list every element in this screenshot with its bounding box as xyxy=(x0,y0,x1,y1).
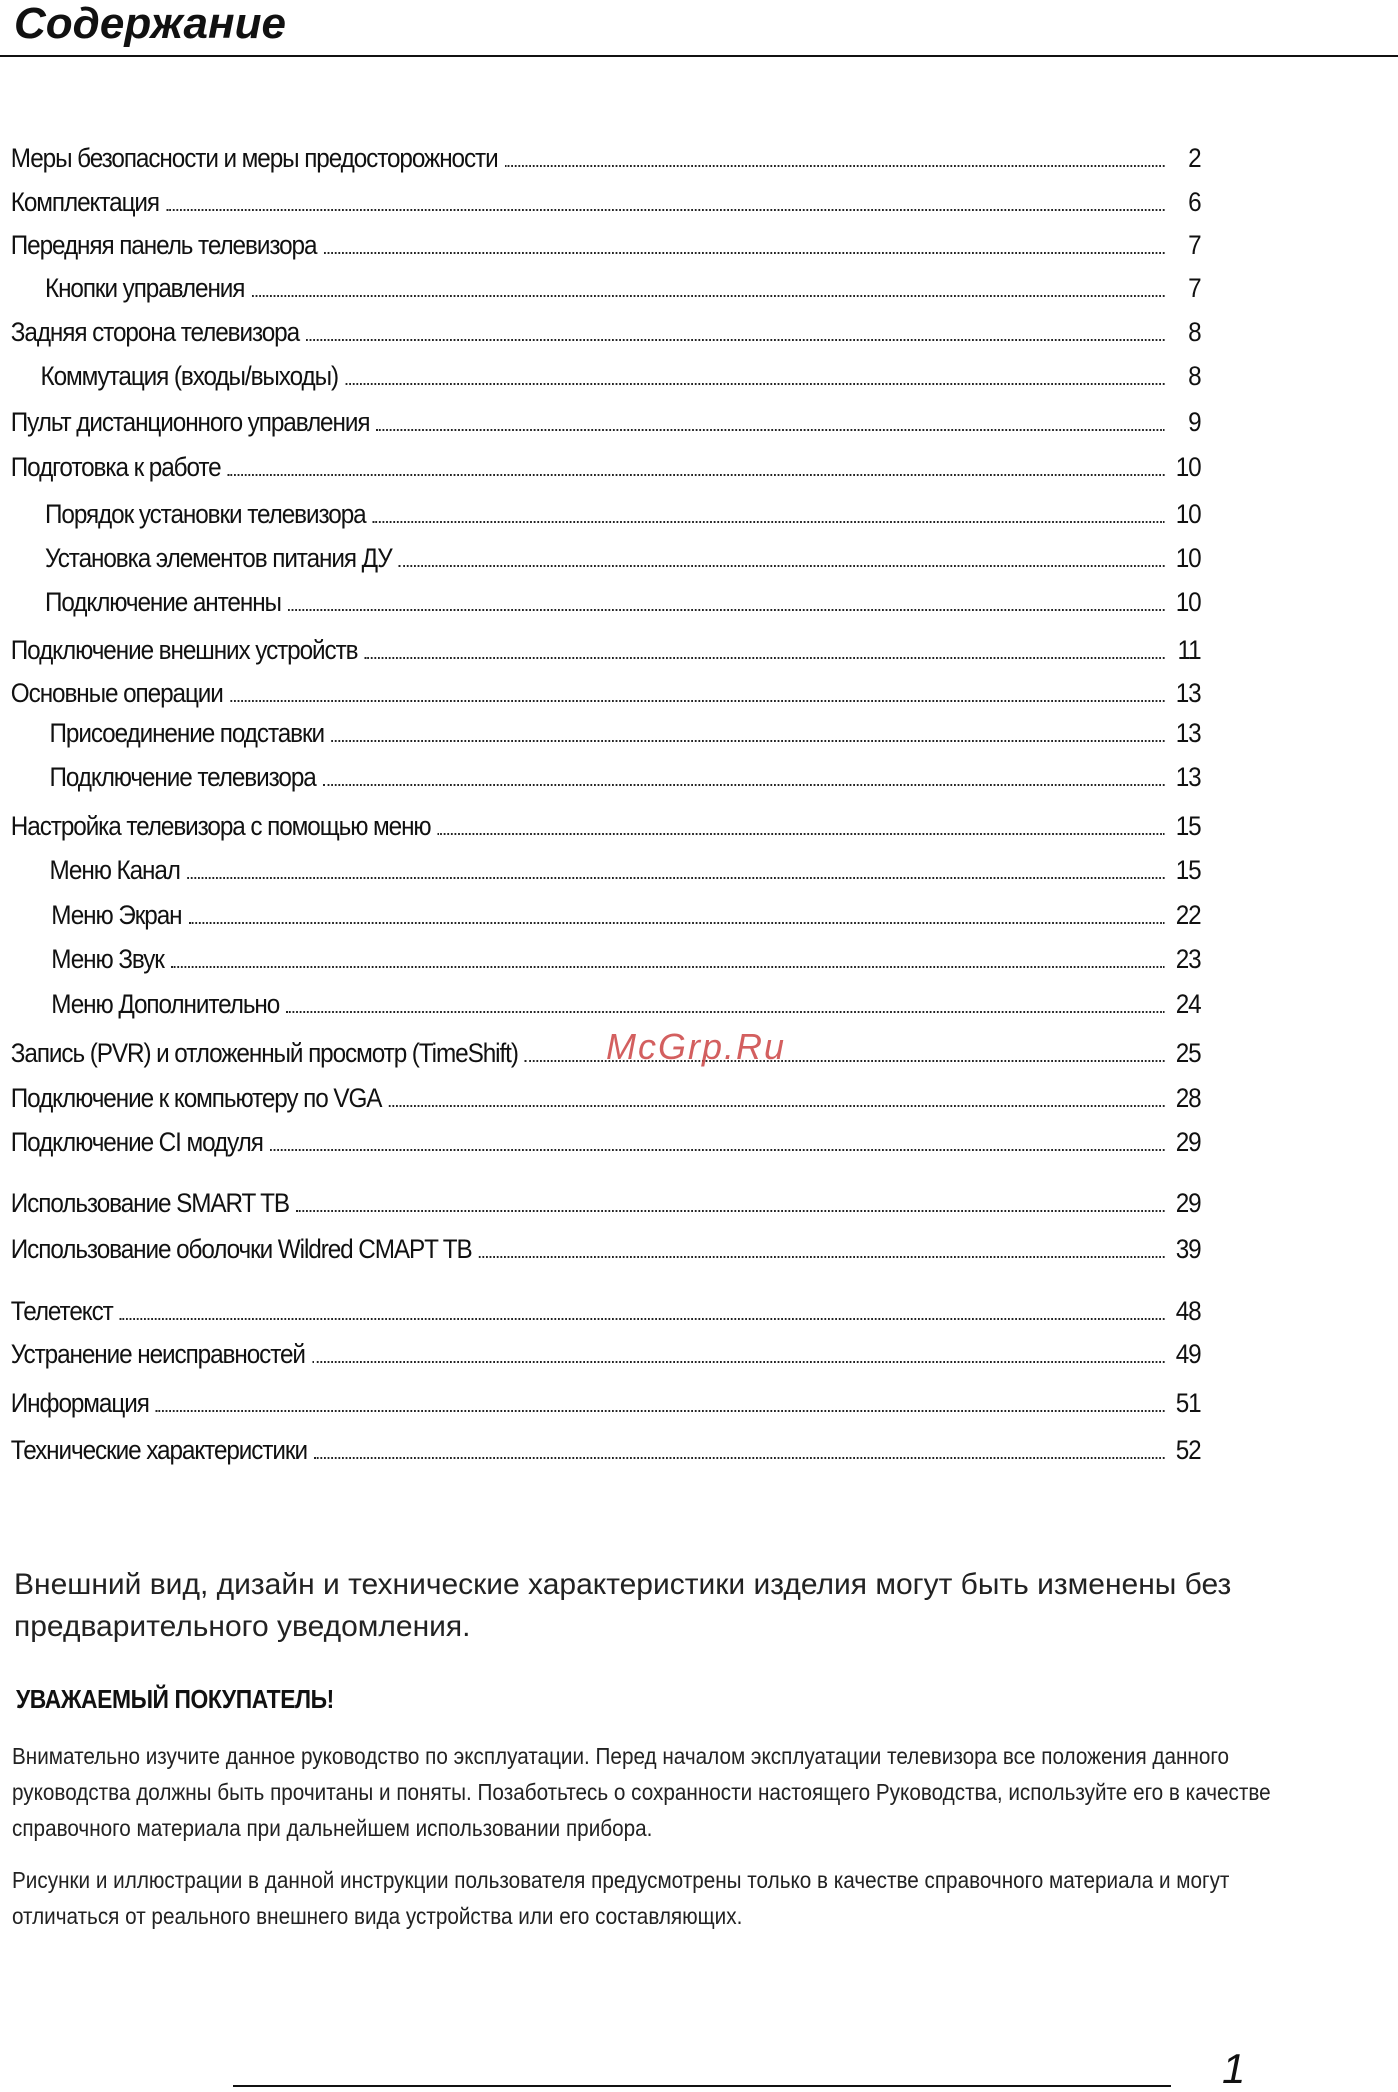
toc-leader-dots xyxy=(324,252,1165,254)
dear-customer-heading: УВАЖАЕМЫЙ ПОКУПАТЕЛЬ! xyxy=(16,1684,334,1714)
toc-entry-title: Основные операции xyxy=(10,678,223,708)
toc-entry-page: 52 xyxy=(1175,1435,1201,1465)
toc-leader-dots xyxy=(252,295,1165,297)
toc-entry[interactable] xyxy=(0,268,1201,304)
toc-entry[interactable] xyxy=(0,582,1201,618)
toc-leader-dots xyxy=(120,1318,1165,1320)
toc-entry-page: 13 xyxy=(1175,718,1201,748)
toc-leader-dots xyxy=(296,1210,1164,1212)
toc-entry-title: Технические характеристики xyxy=(10,1435,307,1465)
toc-entry-page: 13 xyxy=(1175,678,1201,708)
toc-entry[interactable] xyxy=(0,757,1201,793)
toc-leader-dots xyxy=(365,657,1165,659)
toc-entry-page: 51 xyxy=(1175,1388,1201,1418)
toc-entry-page: 39 xyxy=(1175,1234,1201,1264)
toc-entry[interactable] xyxy=(0,850,1201,886)
toc-leader-dots xyxy=(306,339,1164,341)
instructions-paragraph: Внимательно изучите данное руководство по эксплуатации. Перед началом эксплуатации телевизора все положения данного руководства должны быть прочитаны и поняты. Позаботьтесь о сохранности настоящего Руководства, используйте его в качестве справочного материала при дальнейшем использовании прибора. xyxy=(12,1743,1271,1841)
toc-leader-dots xyxy=(270,1149,1165,1151)
toc-entry-title: Меню Экран xyxy=(51,900,182,930)
toc-entry[interactable] xyxy=(0,806,1201,842)
toc-entry[interactable] xyxy=(0,1183,1201,1219)
toc-entry-title: Пульт дистанционного управления xyxy=(10,407,370,437)
toc-leader-dots xyxy=(228,474,1165,476)
toc-entry-page: 49 xyxy=(1175,1339,1201,1369)
toc-entry[interactable] xyxy=(0,1291,1201,1327)
toc-entry[interactable] xyxy=(0,494,1201,530)
toc-entry[interactable] xyxy=(0,138,1201,174)
footer-divider xyxy=(233,2085,1171,2087)
toc-entry[interactable] xyxy=(0,1078,1201,1114)
toc-entry-title: Подключение к компьютеру по VGA xyxy=(10,1083,382,1113)
toc-entry[interactable] xyxy=(0,182,1201,218)
toc-entry[interactable] xyxy=(0,1430,1201,1466)
toc-entry[interactable] xyxy=(0,538,1201,574)
toc-entry-title: Подключение внешних устройств xyxy=(10,635,358,665)
toc-entry-title: Устранение неисправностей xyxy=(10,1339,305,1369)
toc-entry[interactable] xyxy=(0,939,1201,975)
toc-entry-page: 10 xyxy=(1175,587,1201,617)
toc-entry-title: Информация xyxy=(10,1388,149,1418)
toc-entry-title: Кнопки управления xyxy=(45,273,245,303)
toc-leader-dots xyxy=(377,429,1165,431)
toc-entry-title: Задняя сторона телевизора xyxy=(10,317,300,347)
toc-entry-page: 11 xyxy=(1177,635,1201,665)
toc-entry-title: Установка элементов питания ДУ xyxy=(45,543,392,573)
toc-entry-page: 7 xyxy=(1188,273,1201,303)
toc-leader-dots xyxy=(373,521,1165,523)
toc-entry-title: Меню Дополнительно xyxy=(51,989,280,1019)
toc-entry-title: Запись (PVR) и отложенный просмотр (TimeShift) xyxy=(10,1038,518,1068)
toc-entry-page: 7 xyxy=(1188,230,1201,260)
illustrations-paragraph: Рисунки и иллюстрации в данной инструкции пользователя предусмотрены только в качестве справочного материала и могут отличаться от реального внешнего вида устройства или его составляющих. xyxy=(12,1867,1230,1929)
toc-entry-page: 15 xyxy=(1175,811,1201,841)
toc-entry-page: 23 xyxy=(1175,944,1201,974)
toc-leader-dots xyxy=(438,833,1165,835)
watermark: McGrp.Ru xyxy=(606,1026,787,1067)
toc-entry[interactable] xyxy=(0,402,1201,438)
toc-entry-title: Подготовка к работе xyxy=(10,452,221,482)
page-number: 1 xyxy=(1222,2045,1246,2092)
toc-entry[interactable] xyxy=(0,1229,1201,1265)
toc-entry[interactable] xyxy=(0,630,1201,666)
toc-leader-dots xyxy=(166,209,1164,211)
toc-entry-page: 8 xyxy=(1188,317,1201,347)
toc-leader-dots xyxy=(312,1361,1164,1363)
toc-entry-page: 10 xyxy=(1175,452,1201,482)
page-title: Содержание xyxy=(14,0,286,48)
toc-entry-page: 10 xyxy=(1175,543,1201,573)
toc-entry-title: Передняя панель телевизора xyxy=(10,230,317,260)
toc-entry-page: 29 xyxy=(1175,1127,1201,1157)
toc-entry-title: Комплектация xyxy=(10,187,160,217)
toc-entry-page: 8 xyxy=(1188,361,1201,391)
toc-leader-dots xyxy=(171,966,1165,968)
toc-entry[interactable] xyxy=(0,356,1201,392)
toc-entry-title: Присоединение подставки xyxy=(49,718,325,748)
toc-entry-page: 10 xyxy=(1175,499,1201,529)
toc-entry[interactable] xyxy=(0,225,1201,261)
toc-entry-page: 25 xyxy=(1175,1038,1201,1068)
toc-leader-dots xyxy=(189,922,1165,924)
toc-leader-dots xyxy=(286,1011,1164,1013)
toc-entry[interactable] xyxy=(0,447,1201,483)
toc-entry-page: 9 xyxy=(1188,407,1201,437)
toc-leader-dots xyxy=(230,700,1165,702)
toc-leader-dots xyxy=(323,784,1165,786)
toc-entry-page: 13 xyxy=(1175,762,1201,792)
toc-leader-dots xyxy=(331,740,1164,742)
toc-entry-page: 15 xyxy=(1175,855,1201,885)
toc-entry[interactable] xyxy=(0,713,1201,749)
toc-entry[interactable] xyxy=(0,1122,1201,1158)
toc-leader-dots xyxy=(345,383,1164,385)
toc-leader-dots xyxy=(187,877,1164,879)
toc-entry-title: Подключение антенны xyxy=(45,587,281,617)
toc-entry-title: Порядок установки телевизора xyxy=(45,499,366,529)
toc-entry-title: Подключение CI модуля xyxy=(10,1127,263,1157)
toc-entry[interactable] xyxy=(0,1033,1201,1069)
toc-entry-title: Использование SMART TB xyxy=(10,1188,289,1218)
toc-entry[interactable] xyxy=(0,1383,1201,1419)
toc-entry-page: 22 xyxy=(1175,900,1201,930)
toc-leader-dots xyxy=(479,1256,1165,1258)
toc-entry[interactable] xyxy=(0,673,1201,709)
toc-entry[interactable] xyxy=(0,984,1201,1020)
toc-entry-page: 6 xyxy=(1188,187,1201,217)
toc-entry-page: 24 xyxy=(1175,989,1201,1019)
toc-entry-title: Использование оболочки Wildred CMAPT TB xyxy=(10,1234,472,1264)
toc-entry[interactable] xyxy=(0,895,1201,931)
toc-entry-page: 2 xyxy=(1188,143,1201,173)
toc-entry-title: Коммутация (входы/выходы) xyxy=(40,361,339,391)
toc-entry-title: Меню Звук xyxy=(51,944,164,974)
toc-leader-dots xyxy=(288,609,1164,611)
toc-leader-dots xyxy=(389,1105,1165,1107)
toc-entry-page: 48 xyxy=(1175,1296,1201,1326)
toc-entry-title: Настройка телевизора с помощью меню xyxy=(10,811,431,841)
change-notice: Внешний вид, дизайн и технические характеристики изделия могут быть изменены без предварительного уведомления. xyxy=(14,1568,1232,1643)
toc-leader-dots xyxy=(314,1457,1164,1459)
toc-leader-dots xyxy=(505,165,1165,167)
toc-entry-title: Телетекст xyxy=(10,1296,113,1326)
toc-entry[interactable] xyxy=(0,1334,1201,1370)
toc-entry-title: Меры безопасности и меры предосторожности xyxy=(10,143,498,173)
toc-entry[interactable] xyxy=(0,312,1201,348)
toc-leader-dots xyxy=(156,1410,1165,1412)
toc-entry-title: Меню Канал xyxy=(49,855,180,885)
toc-entry-page: 28 xyxy=(1175,1083,1201,1113)
toc-entry-page: 29 xyxy=(1175,1188,1201,1218)
toc-entry-title: Подключение телевизора xyxy=(49,762,316,792)
toc-leader-dots xyxy=(399,565,1165,567)
